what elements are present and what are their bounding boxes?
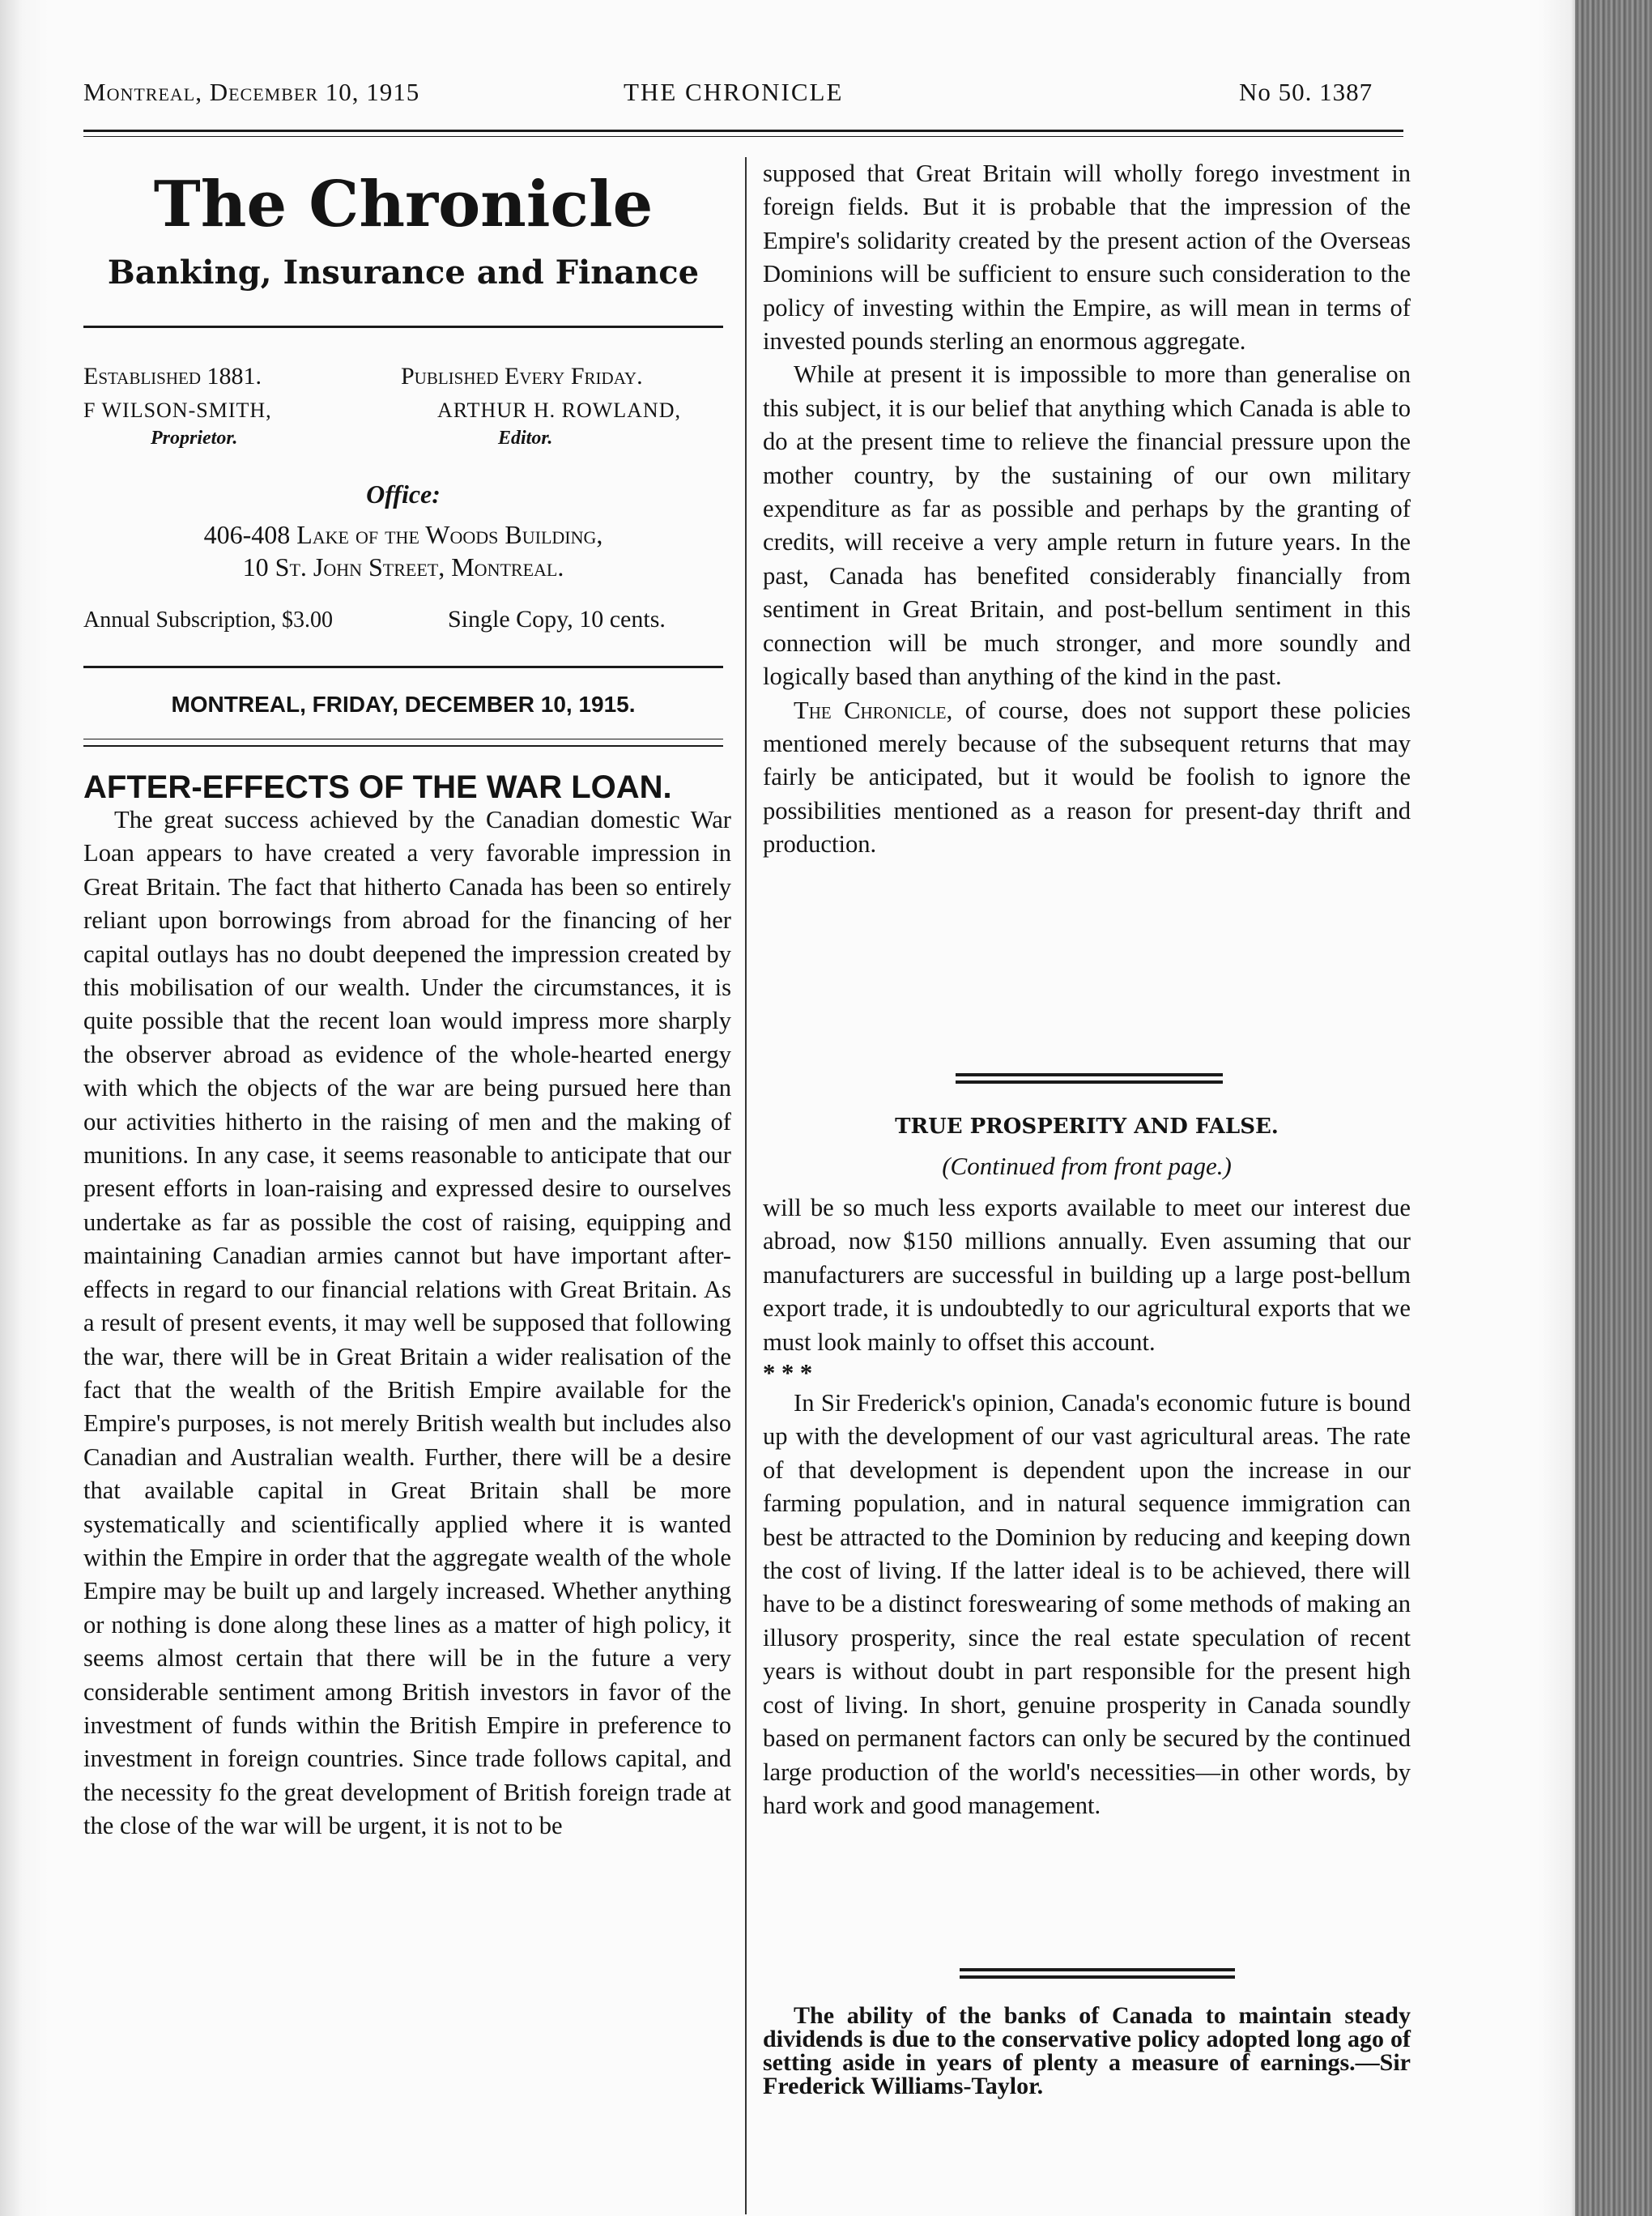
- masthead-rule: [83, 326, 723, 328]
- editor-name: ARTHUR H. ROWLAND,: [437, 398, 681, 422]
- head-rule-thin: [83, 136, 1403, 137]
- masthead-title: The Chronicle: [153, 168, 654, 241]
- column-divider: [745, 157, 747, 2214]
- article-paragraph-3-text: of course, does not support these policies mentioned merely because of the subsequent returns that may fairly be anticipated, but it would be foolish to ignore the possibilities mentioned as a reason for present-day thrift and production.: [763, 696, 1411, 859]
- editor-role: Editor.: [498, 428, 553, 449]
- continued-column: [763, 1191, 1411, 1822]
- continued-paragraph-2: In Sir Frederick's opinion, Canada's economic future is bound up with the development of our vast agricultural areas. The rate of that development is dependent upon the increase in our farming population, and in natural sequence immigration can best be attracted to the Dominion by reducing and keeping down the cost of living. If the latter ideal is to be achieved, there will have to be a distinct foreswearing of some methods of making an illusory prosperity, since the real estate speculation of recent years is without doubt in part responsible for the present high cost of living. In short, genuine prosperity in Canada soundly based on permanent factors can only be secured by the continued large production of the world's necessities—in other words, by hard work and good management.: [763, 1389, 1411, 1819]
- separator-rule-1: [956, 1073, 1223, 1076]
- continued-paragraph-1: will be so much less exports available to meet our interest due abroad, now $150 millions annually. Even assuming that our manufacturers are successful in building up a large post-bellum export trade, it is undoubtedly to our agricultural exports that we must look mainly to offset this account.: [763, 1194, 1411, 1356]
- established-text: Established 1881.: [83, 363, 262, 390]
- separator-rule-2: [956, 1080, 1223, 1084]
- running-head-date: Montreal, December 10, 1915: [83, 78, 420, 106]
- article-paragraph-3: [763, 694, 1411, 862]
- quote-text: The ability of the banks of Canada to maintain steady dividends is due to the conservative policy adopted long ago of setting aside in years of plenty a measure of earnings.—Sir Frederick Williams-Taylor.: [763, 2002, 1411, 2099]
- separator-rule-4: [960, 1975, 1235, 1979]
- head-rule: [83, 130, 1403, 132]
- running-head-page: No 50. 1387: [1239, 78, 1373, 106]
- quote-block: [763, 2004, 1411, 2098]
- publisher-role: Proprietor.: [151, 428, 238, 449]
- continued-headline: TRUE PROSPERITY AND FALSE.: [895, 1114, 1279, 1139]
- publisher-name: F WILSON-SMITH,: [83, 398, 272, 422]
- dateline-rule-top: [83, 666, 723, 668]
- subscription-text: Annual Subscription, $3.00: [83, 607, 333, 633]
- chronicle-name: The Chronicle,: [794, 696, 953, 724]
- article-paragraph-1: The great success achieved by the Canadian domestic War Loan appears to have created a very favorable impression in Great Britain. The fact that hitherto Canada has been so entirely reliant upon borrowings from abroad for the financing of her capital outlays has no doubt deepened the impression created by this mobilisation of our wealth. Under the circumstances, it is quite possible that the recent loan would impress more sharply the observer abroad as evidence of the whole-hearted energy with which the objects of the war are being pursued here than our activities hitherto in the raising of men and the making of munitions. In any case, it seems reasonable to anticipate that our present efforts in loan-raising and expressed desire to ourselves undertake as far as possible the cost of raising, equipping and maintaining Canadian armies cannot but have important after-effects in regard to our financial relations with Great Britain. As a result of present events, it may well be supposed that following the war, there will be in Great Britain a wider realisation of the fact that the wealth of the British Empire available for the Empire's purposes, is not merely British wealth but includes also Canadian and Australian wealth. Further, there will be a desire that available capital in Great Britain shall be more systematically and scientifically applied where it is wanted within the Empire in order that the aggregate wealth of the whole Empire may be built up and largely increased. Whether anything or nothing is done along these lines as a matter of high policy, it seems almost certain that there will be in the future a very considerable sentiment among British investors in favor of the investment of funds within the British Empire in preference to investment in foreign countries. Since trade follows capital, and the necessity fo the great development of British foreign trade at the close of the war will be urgent, it is not to be: [83, 806, 731, 1840]
- dateline: MONTREAL, FRIDAY, DECEMBER 10, 1915.: [171, 692, 636, 717]
- asterisks: * * *: [763, 1359, 813, 1387]
- continued-note: (Continued from front page.): [942, 1152, 1232, 1180]
- dateline-rule-2: [83, 745, 723, 747]
- office-label: Office:: [366, 479, 441, 509]
- article-paragraph-2: While at present it is impossible to more than generalise on this subject, it is our belief that anything which Canada is able to do at the present time to relieve the financial pressure upon the mother country, by the sustaining of our own military expenditure as far as possible and perhaps by the granting of credits, will receive a very ample return in future years. In the past, Canada has benefited considerably financially from sentiment in Great Britain, and post-bellum sentiment in this connection will be much stronger, and more soundly and logically based than anything of the kind in the past.: [763, 360, 1411, 691]
- office-line-1: 406-408 Lake of the Woods Building,: [203, 520, 603, 549]
- published-text: Published Every Friday.: [401, 363, 643, 390]
- office-line-2: 10 St. John Street, Montreal.: [242, 552, 564, 582]
- article-right-column: [763, 157, 1411, 862]
- article-paragraph-1-continued: supposed that Great Britain will wholly forego investment in foreign fields. But it is probable that the impression of the Empire's solidarity created by the present action of the Overseas Dominions will be sufficient to ensure such consideration to the policy of investing within the Empire, as will mean in terms of invested pounds sterling an enormous aggregate.: [763, 160, 1411, 356]
- separator-rule-3: [960, 1968, 1235, 1971]
- single-copy-text: Single Copy, 10 cents.: [448, 606, 666, 633]
- running-head-title: THE CHRONICLE: [624, 78, 844, 106]
- article-headline: AFTER-EFFECTS OF THE WAR LOAN.: [83, 769, 672, 805]
- masthead-subtitle: Banking, Insurance and Finance: [107, 254, 700, 292]
- article-left-column: [83, 803, 731, 1843]
- book-binding-edge: [1575, 0, 1652, 2216]
